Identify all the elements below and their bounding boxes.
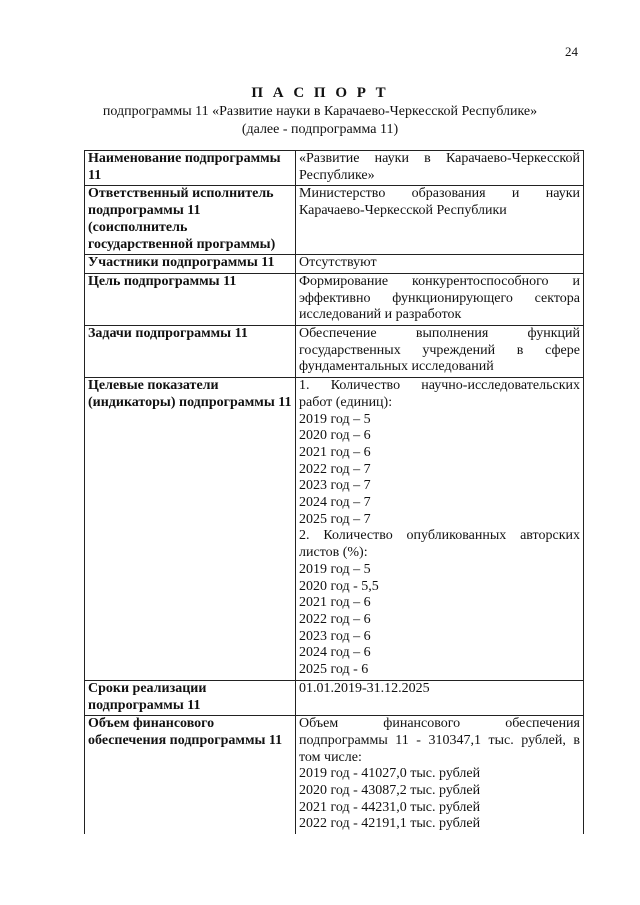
row-value-goal: Формирование конкурентоспособного и эффективно функционирующего сектора исследований и разработок [296, 273, 584, 325]
passport-subtitle-line1: подпрограммы 11 «Развитие науки в Карачаево-Черкесской Республике» [102, 104, 538, 119]
row-label-goal: Цель подпрограммы 11 [85, 273, 296, 325]
row-value-tasks: Обеспечение выполнения функций государственных учреждений в сфере фундаментальных исследований [296, 326, 584, 378]
row-value-name: «Развитие науки в Карачаево-Черкесской Республике» [296, 151, 584, 186]
indicator1-year: 2024 год – 7 [299, 495, 371, 511]
row-label-name: Наименование подпрограммы 11 [85, 151, 296, 186]
table-row [85, 378, 584, 681]
table-row [85, 680, 584, 715]
row-label-executor: Ответственный исполнитель подпрограммы 11 (соисполнитель государственной программы) [85, 186, 296, 255]
funding-year: 2021 год - 44231,0 тыс. рублей [299, 799, 481, 815]
row-value-funding [296, 716, 584, 834]
indicator2-title: 2. Количество опубликованных авторских листов (%): [299, 528, 580, 561]
row-value-participants: Отсутствуют [296, 255, 584, 274]
row-value-terms: 01.01.2019-31.12.2025 [296, 680, 584, 715]
row-label-terms: Сроки реализации подпрограммы 11 [85, 680, 296, 715]
table-row [85, 326, 584, 378]
indicator1-year: 2025 год – 7 [299, 511, 371, 527]
indicator2-year: 2024 год – 6 [299, 645, 371, 661]
indicator1-year: 2023 год – 7 [299, 478, 371, 494]
row-label-funding: Объем финансового обеспечения подпрограммы 11 [85, 716, 296, 834]
indicator1-year: 2020 год – 6 [299, 428, 371, 444]
passport-subtitle-line2: (далее - подпрограмма 11) [241, 122, 399, 137]
page-number: 24 [565, 44, 578, 59]
indicator2-year: 2020 год - 5,5 [299, 578, 379, 594]
table-row [85, 716, 584, 834]
funding-year: 2020 год - 43087,2 тыс. рублей [299, 783, 481, 799]
indicator2-year: 2023 год – 6 [299, 628, 371, 644]
row-label-tasks: Задачи подпрограммы 11 [85, 326, 296, 378]
indicator2-year: 2021 год – 6 [299, 595, 371, 611]
indicator1-title: 1. Количество научно-исследовательских работ (единиц): [299, 378, 580, 410]
indicator1-year: 2021 год – 6 [299, 444, 371, 460]
table-row [85, 151, 584, 186]
indicator1-year: 2022 год – 7 [299, 461, 371, 477]
passport-title: П А С П О Р Т [251, 85, 389, 101]
table-row [85, 255, 584, 274]
passport-heading [0, 84, 640, 139]
funding-year: 2022 год - 42191,1 тыс. рублей [299, 816, 481, 832]
row-value-executor: Министерство образования и науки Карачаево-Черкесской Республики [296, 186, 584, 255]
row-label-participants: Участники подпрограммы 11 [85, 255, 296, 274]
indicator2-year: 2019 год – 5 [299, 561, 371, 577]
indicator2-year: 2025 год - 6 [299, 662, 369, 678]
row-label-indicators: Целевые показатели (индикаторы) подпрограммы 11 [85, 378, 296, 681]
indicator2-year: 2022 год – 6 [299, 611, 371, 627]
funding-year: 2019 год - 41027,0 тыс. рублей [299, 766, 481, 782]
indicator1-year: 2019 год – 5 [299, 411, 371, 427]
table-row [85, 273, 584, 325]
funding-intro: Объем финансового обеспечения подпрограммы 11 - 310347,1 тыс. рублей, в том числе: [299, 716, 580, 765]
row-value-indicators [296, 378, 584, 681]
passport-table [84, 150, 584, 834]
table-row [85, 186, 584, 255]
